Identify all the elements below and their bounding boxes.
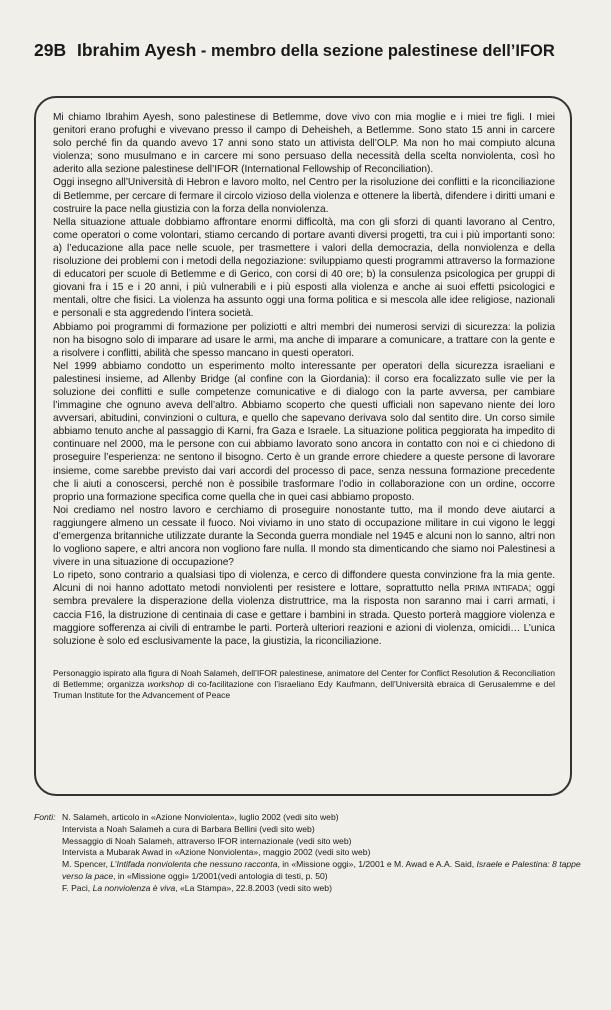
paragraph-7-smallcaps: PRIMA INTIFADA <box>464 584 529 594</box>
note-italic: workshop <box>147 679 184 690</box>
paragraph-7 <box>53 569 555 648</box>
paragraph-2: Oggi insegno all’Università di Hebron e lavoro molto, nel Centro per la risoluzione dei conflitti e la riconciliazione di Betlemme, per cercare di fermare il circolo vizioso della violenza e ottenere la libertà, difendere i diritti umani e costruire la pace nella giustizia con la forza della nonviolenza. <box>53 177 555 215</box>
paragraph-6: Noi crediamo nel nostro lavoro e cerchiamo di proseguire nonostante tutto, ma il mondo deve aiutarci a raggiungere almeno un cessate il fuoco. Noi viviamo in uno stato di occupazione militare in cui vigono le leggi d’emergenza britanniche utilizzate durante la Seconda guerra mondiale nel 1945 e alcuni non lo sanno, altri non lo vogliono sapere, e altri ancora non vogliono fare nulla. Il mondo sta dimenticando che siamo noi Palestinesi a vivere in una situazione di occupazione? <box>53 504 555 569</box>
note-text-b: di co-facilitazione con l’israeliano Edy Kaufmann, dell’Università ebraica di Gerusalemme e del Truman Institute for the Advancement of Peace <box>53 679 555 701</box>
sources-list <box>34 812 594 895</box>
source-item-paci <box>62 883 594 895</box>
source-item: N. Salameh, articolo in «Azione Nonviolenta», luglio 2002 (vedi sito web) <box>62 812 339 822</box>
person-name: Ibrahim Ayesh <box>76 40 197 60</box>
paragraph-3: Nella situazione attuale dobbiamo affrontare enormi difficoltà, ma con gli sforzi di quanti lavorano al Centro, come operatori o come volontari, stiamo cercando di portare avanti diversi progetti, tra cui i più importanti sono: a) l’educazione alla pace nelle scuole, per trasmettere i valori della democrazia, della nonviolenza e della risoluzione dei problemi con i metodi della negoziazione: sviluppiamo questi programmi attraverso la formazione di educatori per scuole di Betlemme e di Gerico, con corsi di 40 ore; b) la consulenza psicologica per gruppi di giovani fra i 15 e i 20 anni, i più vulnerabili e i più esposti alla violenza e anche ai suoi effetti psicologici e mentali, oltre che fisici. La violenza ha assunto oggi una forma politica e si mescola alle idee religiose, nazionali e personali e sta aggredendo l’intera società. <box>53 216 555 320</box>
testimony-box <box>34 96 572 796</box>
source-item: Intervista a Noah Salameh a cura di Barbara Bellini (vedi sito web) <box>62 823 315 834</box>
spencer-a: M. Spencer, <box>62 859 111 870</box>
person-role: - membro della sezione palestinese dell’IFOR <box>196 42 555 60</box>
paragraph-1: Mi chiamo Ibrahim Ayesh, sono palestinese di Betlemme, dove vivo con mia moglie e i miei tre figli. I miei genitori erano profughi e vivevano presso il campo di Deheisheh, a Betlemme. Sono stato 15 anni in carcere solo perché fin da quando avevo 17 anni sono stato un attivista dell’OLP. Ma non ho mai compiuto alcuna violenza; sono musulmano e in carcere mi sono persuaso della necessità della scelta nonviolenta, così ho aderito alla sezione palestinese dell’IFOR (International Fellowship of Reconciliation). <box>53 112 555 176</box>
paragraph-5: Nel 1999 abbiamo condotto un esperimento molto interessante per operatori della sicurezza israeliani e palestinesi insieme, ad Allenby Bridge (al confine con la Giordania): il corso era focalizzato sulle vie per la soluzione dei conflitti e sulle competenze comunicative e di dialogo con la parte avversa, per cambiare l’immagine che ognuno aveva dell’altro. Abbiamo scoperto che questi ufficiali non sapevano niente dei loro avversari, abitudini, convinzioni o cultura, e quello che sapevano derivava solo dal sentito dire. Un corso simile abbiamo tenuto anche al passaggio di Karni, fra Gaza e Israele. La situazione politica peggiorata ha impedito di continuare nel 2000, ma le persone con cui abbiamo lavorato sono ancora in contatto con noi e ci chiedono di proseguire l’esperienza: ne sentono il bisogno. Certo è un grande errore chiedere a queste persone di lavorare insieme, come sarebbe previsto dai vari accordi del processo di pace, senza nessuna formazione precedente che li aiuti a conoscersi, perché non è possibile trasformare l’odio in collaborazione con un ordine, occorre proprio una formazione specifica come quella che in quei casi abbiamo proposto. <box>53 360 555 503</box>
paci-c: , «La Stampa», 22.8.2003 (vedi sito web) <box>175 882 332 893</box>
paragraph-4: Abbiamo poi programmi di formazione per poliziotti e altri membri dei numerosi servizi di sicurezza: la polizia non ha bisogno solo di imparare ad usare le armi, ma anche di imparare a comunicare, a trattare con la gente e a risolvere i conflitti, abilità che spesso mancano in questi operatori. <box>53 321 555 359</box>
sources-label: Fonti: <box>34 812 56 822</box>
sources-section <box>34 812 594 895</box>
section-number: 29B <box>34 40 67 60</box>
spencer-title-1: L’Intifada nonviolenta che nessuno racconta <box>110 859 278 870</box>
source-item: Messaggio di Noah Salameh, attraverso IFOR internazionale (vedi sito web) <box>62 835 352 846</box>
page-header <box>34 40 594 61</box>
paragraph-7-text-b: ; oggi sembra prevalere la disperazione della violenza distruttrice, ma la risposta non saranno mai i carri armati, i caccia F16, la distruzione di centinaia di case e gettare i bambini in strada. Questo porterà maggiore violenza e maggiore sofferenza ai civili di entrambe le parti. Porterà ulteriori reazioni e azioni di violenza, omicidi… L’unica soluzione è solo ed esclusivamente la pace, la giustizia, la riconciliazione. <box>53 583 556 647</box>
paragraph-7-text-a: Lo ripeto, sono contrario a qualsiasi tipo di violenza, e cerco di diffondere questa convinzione fra la mia gente. Alcuni di noi hanno adottato metodi nonviolenti per resistere e lottare, soprattutto nella <box>53 570 555 595</box>
paci-a: F. Paci, <box>62 882 93 893</box>
source-item-spencer <box>62 859 594 883</box>
source-item: Intervista a Mubarak Awad in «Azione Nonviolenta», maggio 2002 (vedi sito web) <box>62 847 371 858</box>
character-note <box>53 668 555 702</box>
spencer-c: , in «Missione oggi», 1/2001 e M. Awad e A.A. Said, <box>277 859 477 870</box>
paci-title: La nonviolenza è viva <box>92 882 176 893</box>
note-text-a: Personaggio ispirato alla figura di Noah Salameh, dell’IFOR palestinese, animatore del Center for Conflict Resolution & Reconciliation di Betlemme; organizza <box>53 667 555 690</box>
spencer-e: , in «Missione oggi» 1/2001(vedi antologia di testi, p. 50) <box>113 870 328 881</box>
spencer-title-2: Israele e Palestina: 8 tappe verso la pace <box>62 859 581 881</box>
